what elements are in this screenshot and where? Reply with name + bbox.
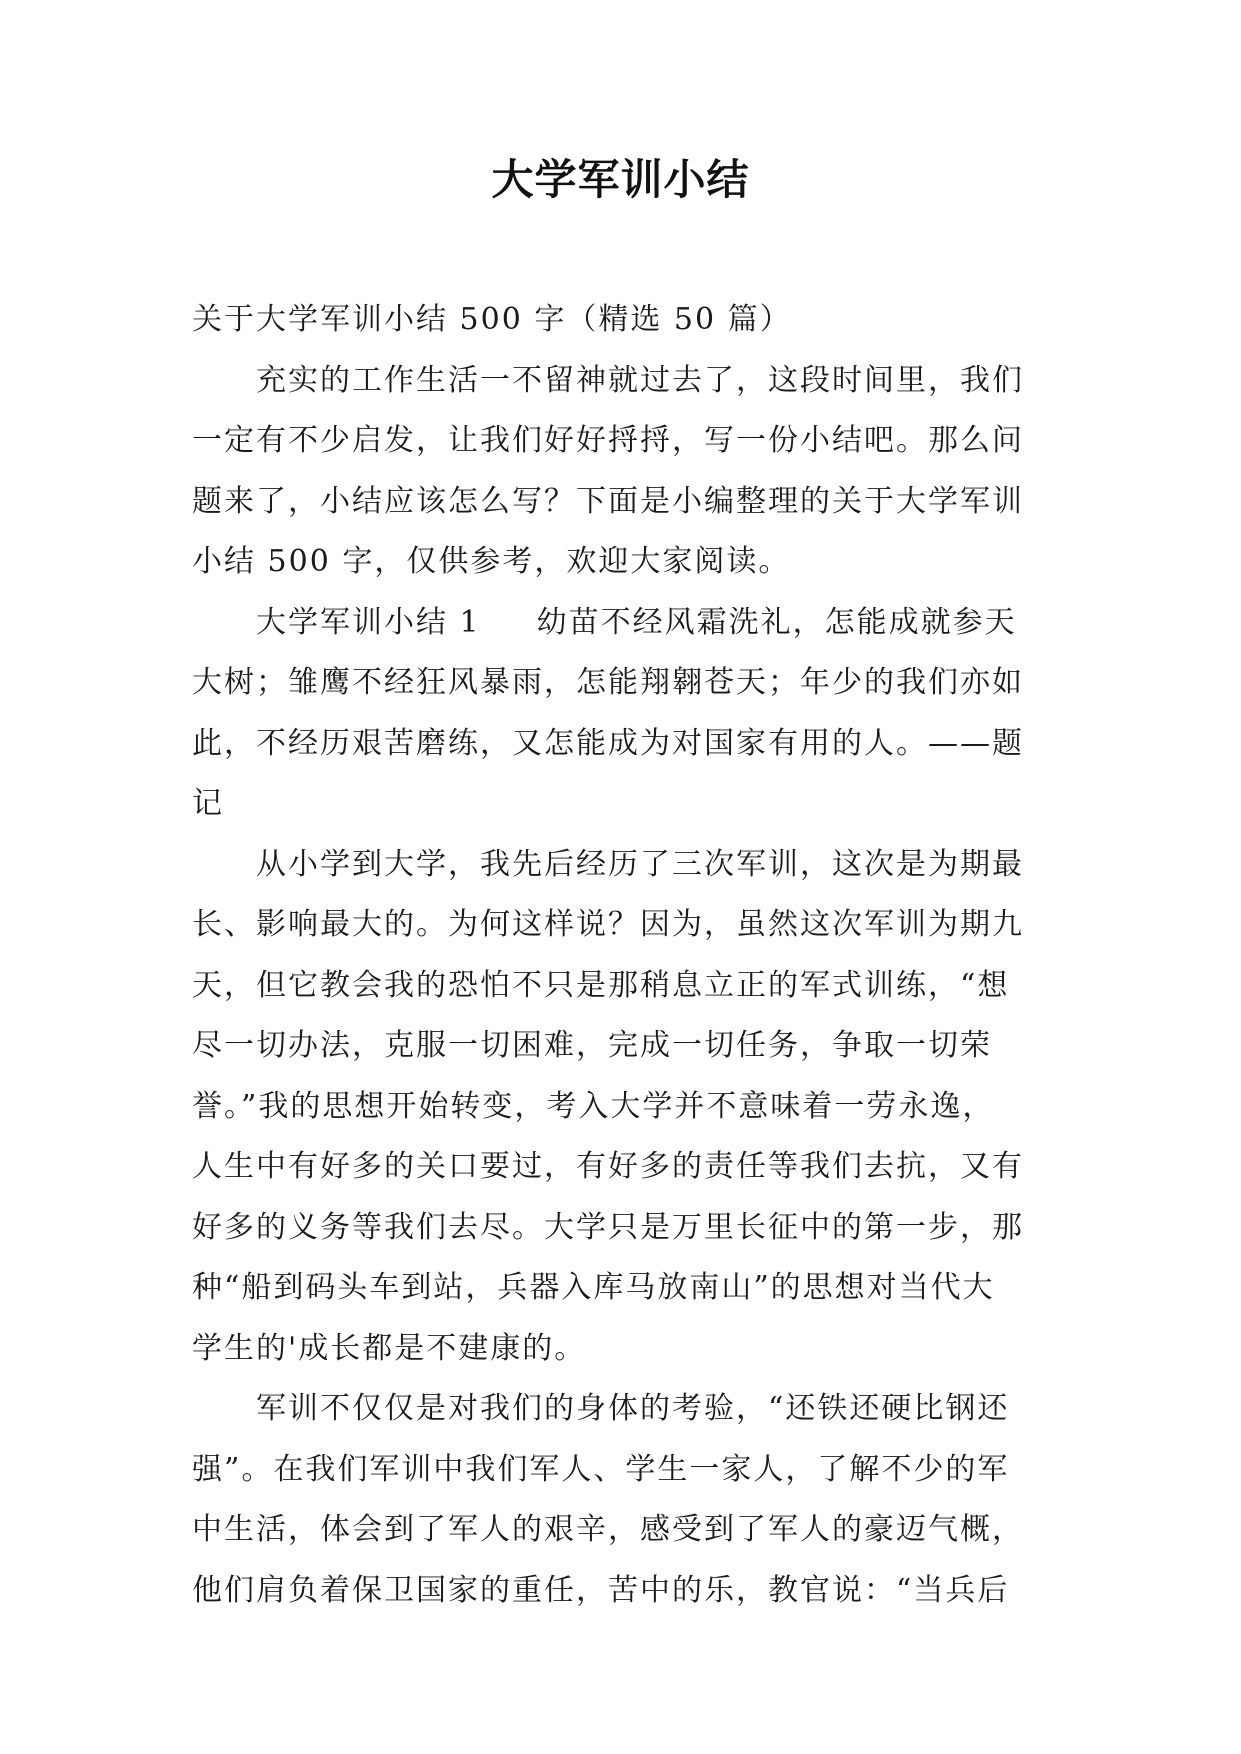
intro-line: 一定有不少启发，让我们好好捋捋，写一份小结吧。那么问 bbox=[192, 423, 1024, 458]
paragraph-line: 中生活，体会到了军人的艰辛，感受到了军人的豪迈气概， bbox=[192, 1512, 1024, 1547]
section-line: 记 bbox=[192, 786, 224, 821]
document-body bbox=[192, 290, 1054, 1621]
document-title: 大学军训小结 bbox=[491, 155, 750, 204]
paragraph-line: 人生中有好多的关口要过，有好多的责任等我们去抗，又有 bbox=[192, 1149, 1024, 1184]
paragraph-line: 好多的义务等我们去尽。大学只是万里长征中的第一步，那 bbox=[192, 1209, 1024, 1245]
paragraph-line: 强”。在我们军训中我们军人、学生一家人，了解不少的军 bbox=[192, 1451, 1010, 1487]
section-line: 大树；雏鹰不经狂风暴雨，怎能翔翱苍天；年少的我们亦如 bbox=[192, 665, 1024, 700]
paragraph-line: 军训不仅仅是对我们的身体的考验，“还铁还硬比钢还 bbox=[256, 1391, 1010, 1426]
intro-line: 小结 500 字，仅供参考，欢迎大家阅读。 bbox=[192, 544, 791, 579]
section-heading: 大学军训小结 1 bbox=[256, 604, 481, 640]
paragraph-line: 从小学到大学，我先后经历了三次军训，这次是为期最 bbox=[256, 846, 1024, 882]
paragraph-line: 学生的'成长都是不建康的。 bbox=[192, 1330, 587, 1366]
paragraph-line: 种“船到码头车到站，兵器入库马放南山”的思想对当代大 bbox=[192, 1270, 995, 1305]
paragraph-line: 他们肩负着保卫国家的重任，苦中的乐，教官说：“当兵后 bbox=[192, 1572, 1010, 1608]
paragraph-line: 誉。”我的思想开始转变，考入大学并不意味着一劳永逸， bbox=[192, 1088, 995, 1124]
paragraph-line: 长、影响最大的。为何这样说？因为，虽然这次军训为期九 bbox=[192, 907, 1024, 942]
intro-line: 题来了，小结应该怎么写？下面是小编整理的关于大学军训 bbox=[192, 483, 1024, 519]
paragraph-line: 天，但它教会我的恐怕不只是那稍息立正的军式训练，“想 bbox=[192, 967, 1010, 1003]
paragraph-line: 尽一切办法，克服一切困难，完成一切任务，争取一切荣 bbox=[192, 1028, 992, 1063]
section-opening-text: 幼苗不经风霜洗礼，怎能成就参天 bbox=[536, 604, 1017, 640]
document-subtitle: 关于大学军训小结 500 字（精选 50 篇） bbox=[192, 302, 792, 337]
section-line: 此，不经历艰苦磨练，又怎能成为对国家有用的人。——题 bbox=[192, 725, 1024, 761]
section-first-line bbox=[192, 593, 1054, 654]
intro-line: 充实的工作生活一不留神就过去了，这段时间里，我们 bbox=[256, 362, 1024, 398]
